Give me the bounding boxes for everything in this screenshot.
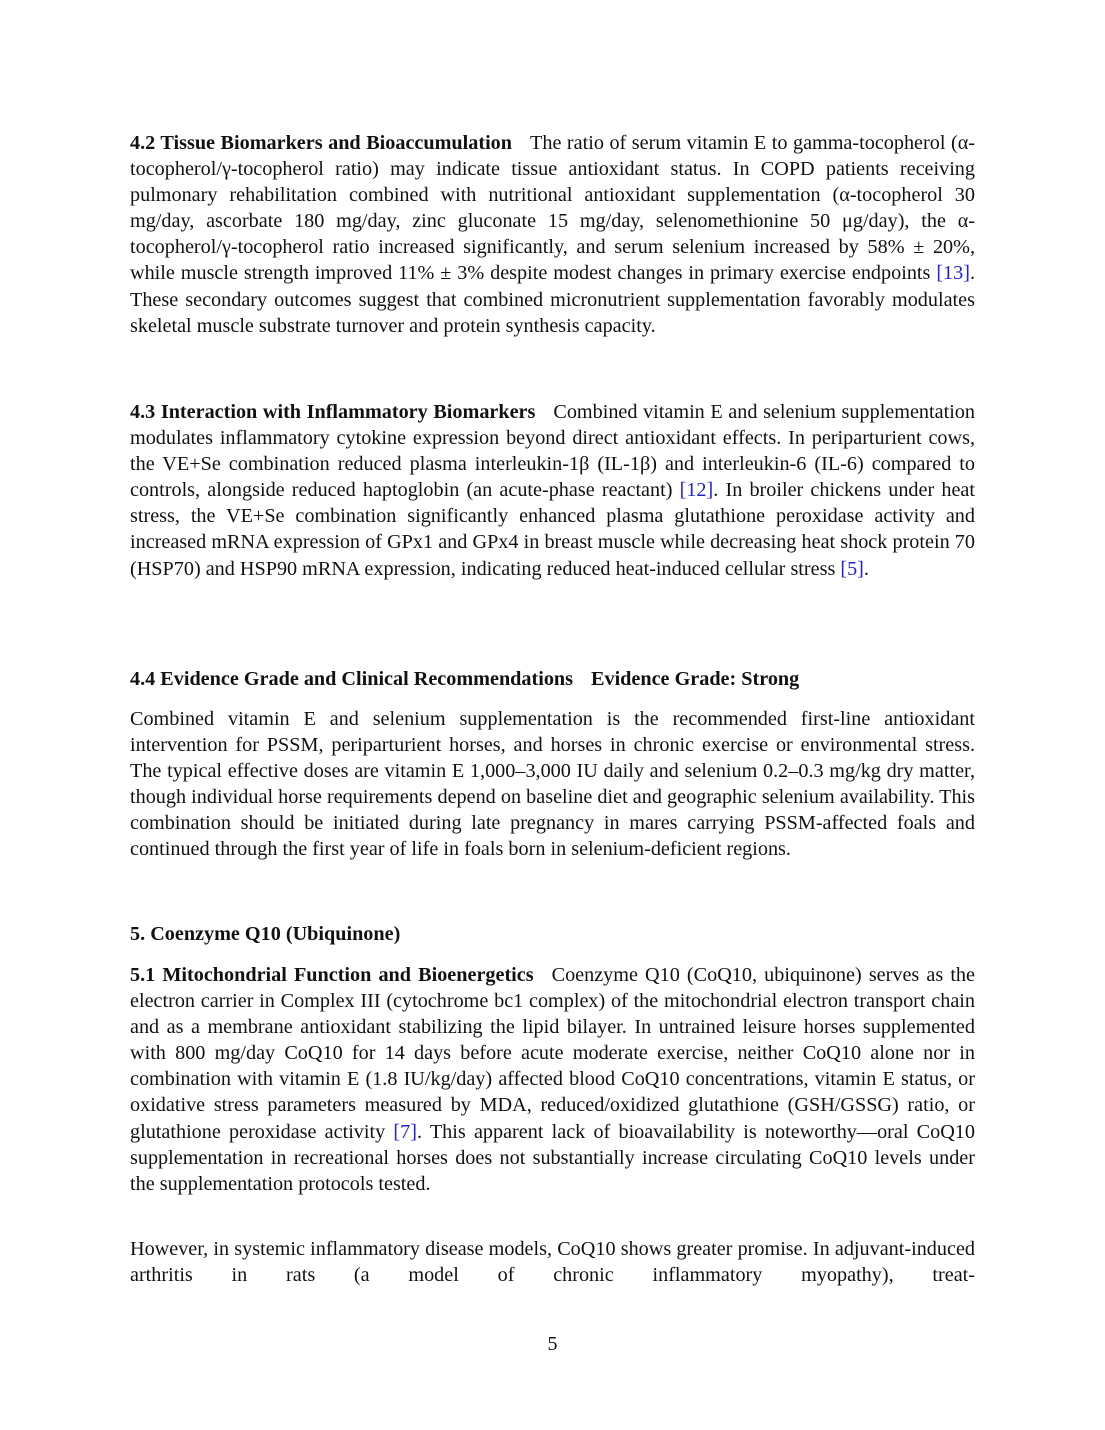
citation-link[interactable]: [5] bbox=[840, 557, 864, 580]
section-5-1 bbox=[130, 962, 975, 1197]
section-4-4-body: Combined vitamin E and selenium supplementation is the recommended first-line antioxidant intervention for PSSM, periparturient horses, and horses in chronic exercise or environmental stress. The typical effective doses are vitamin E 1,000–3,000 IU daily and selenium 0.2–0.3 mg/kg dry matter, though individual horse requirements depend on baseline diet and geographic selenium availability. This combination should be initiated during late pregnancy in mares carrying PSSM-affected foals and continued through the first year of life in foals born in selenium-deficient regions. bbox=[130, 708, 975, 861]
paragraph-text: Coenzyme Q10 (CoQ10, ubiquinone) serves as the electron carrier in Complex III (cytochrome bc1 complex) of the mitochondrial electron transport chain and as a membrane antioxidant stabilizing the lipid bilayer. In untrained leisure horses supplemented with 800 mg/day CoQ10 for 14 days before acute moderate exercise, neither CoQ10 alone nor in combination with vitamin E (1.8 IU/kg/day) affected blood CoQ10 concentrations, vitamin E status, or oxidative stress parameters measured by MDA, reduced/oxidized glutathione (GSH/GSSG) ratio, or glutathione peroxidase activity bbox=[130, 964, 975, 1143]
section-heading: 5.1 Mitochondrial Function and Bioenergetics bbox=[130, 964, 534, 986]
evidence-grade: Evidence Grade: Strong bbox=[591, 668, 800, 690]
paragraph-text: . These secondary outcomes suggest that combined micronutrient supplementation favorably modulates skeletal muscle substrate turnover and protein synthesis capacity. bbox=[130, 262, 975, 337]
section-5-heading: 5. Coenzyme Q10 (Ubiquinone) bbox=[130, 923, 401, 945]
paragraph-text: . In broiler chickens under heat stress, the VE+Se combination significantly enhanced plasma glutathione peroxidase activity and increased mRNA expression of GPx1 and GPx4 in breast muscle while decreasing heat shock protein 70 (HSP70) and HSP90 mRNA expression, indicating reduced heat-induced cellular stress bbox=[130, 479, 975, 580]
citation-link[interactable]: [12] bbox=[679, 479, 714, 502]
paragraph-text: Combined vitamin E and selenium supplementation modulates inflammatory cytokine expression beyond direct antioxidant effects. In periparturient cows, the VE+Se combination reduced plasma interleukin-1β (IL-1β) and interleukin-6 (IL-6) compared to controls, alongside reduced haptoglobin (an acute-phase reactant) bbox=[130, 401, 975, 502]
citation-link[interactable]: [13] bbox=[936, 262, 970, 285]
paragraph-text: . bbox=[863, 557, 869, 580]
citation-link[interactable]: [7] bbox=[393, 1120, 417, 1143]
section-4-3 bbox=[130, 399, 975, 582]
section-5-1-paragraph-2: However, in systemic inflammatory disease models, CoQ10 shows greater promise. In adjuvant-induced arthritis in rats (a model of chronic inflammatory myopathy), treat- bbox=[130, 1238, 975, 1287]
paragraph-text: The ratio of serum vitamin E to gamma-tocopherol (α-tocopherol/γ-tocopherol ratio) may indicate tissue antioxidant status. In COPD patients receiving pulmonary rehabilitation combined with nutritional antioxidant supplementation (α-tocopherol 30 mg/day, ascorbate 180 mg/day, zinc gluconate 15 mg/day, selenomethionine 50 μg/day), the α-tocopherol/γ-tocopherol ratio increased significantly, and serum selenium increased by 58% ± 20%, while muscle strength improved 11% ± 3% despite modest changes in primary exercise endpoints bbox=[130, 132, 975, 285]
section-4-4-heading bbox=[130, 666, 975, 692]
section-heading: 4.4 Evidence Grade and Clinical Recommendations bbox=[130, 668, 574, 690]
paragraph-text: . This apparent lack of bioavailability is noteworthy—oral CoQ10 supplementation in recreational horses does not substantially increase circulating CoQ10 levels under the supplementation protocols tested. bbox=[130, 1120, 975, 1195]
page-number: 5 bbox=[547, 1333, 558, 1355]
section-heading: 4.3 Interaction with Inflammatory Biomarkers bbox=[130, 401, 536, 423]
section-heading: 4.2 Tissue Biomarkers and Bioaccumulation bbox=[130, 132, 513, 154]
section-4-2 bbox=[130, 130, 975, 339]
